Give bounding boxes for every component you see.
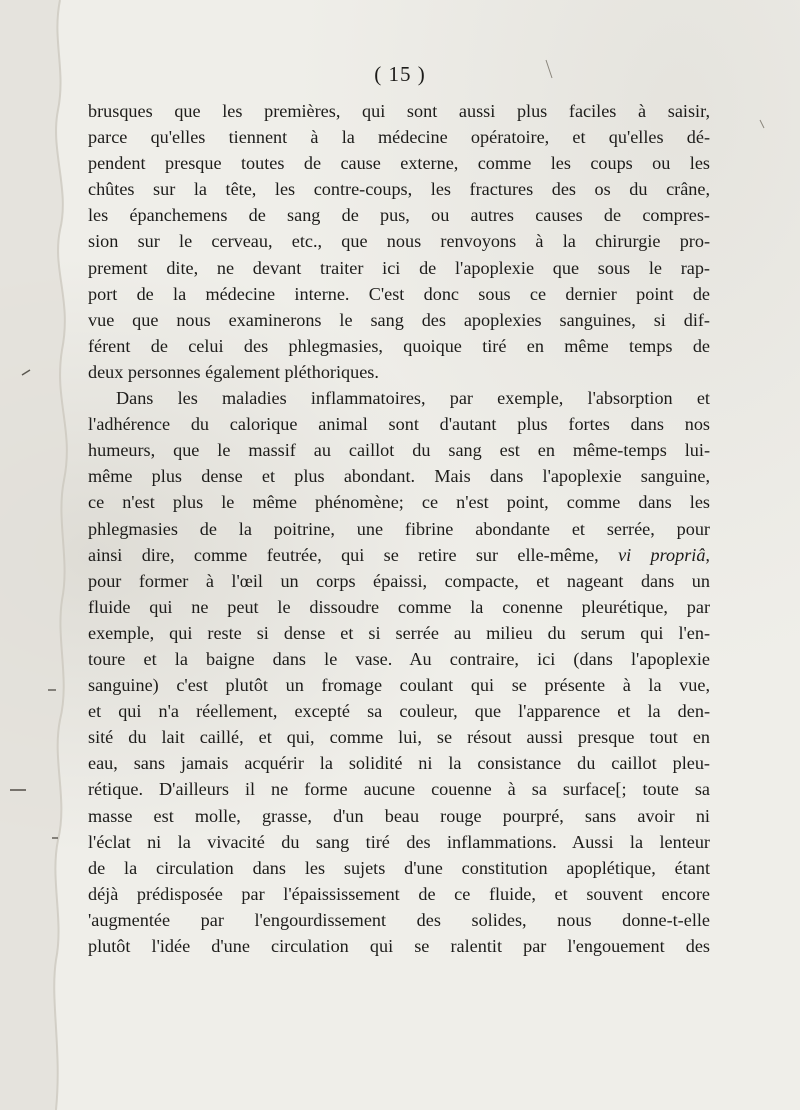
text-line: prement dite, ne devant traiter ici de l'apoplexie que sous le rap- (88, 257, 710, 278)
italic-phrase: vi propriâ, (618, 544, 710, 565)
text-line: même plus dense et plus abondant. Mais dans l'apoplexie sanguine, (88, 466, 710, 487)
text-line-with-italic (88, 542, 710, 568)
text-line: sité du lait caillé, et qui, comme lui, se résout aussi presque tout en (88, 727, 710, 748)
text-line: exemple, qui reste si dense et si serrée au milieu du serum qui l'en- (88, 622, 710, 643)
text-line: masse est molle, grasse, d'un beau rouge pourpré, sans avoir ni (88, 805, 710, 826)
text-line: plutôt l'idée d'une circulation qui se ralentit par l'engouement des (88, 936, 710, 956)
text-line: férent de celui des phlegmasies, quoique tiré en même temps de (88, 335, 710, 356)
text-line: rétique. D'ailleurs il ne forme aucune couenne à sa surface[; toute sa (88, 779, 710, 800)
text-line: 'augmentée par l'engourdissement des solides, nous donne-t-elle (88, 909, 710, 930)
line-text: ainsi dire, comme feutrée, qui se retire sur elle-même, (88, 544, 599, 565)
body-text (88, 98, 710, 959)
text-line: humeurs, que le massif au caillot du sang est en même-temps lui- (88, 440, 710, 461)
text-line: pendent presque toutes de cause externe, comme les coups ou les (88, 153, 710, 174)
text-line: déjà prédisposée par l'épaississement de ce fluide, et souvent encore (88, 883, 710, 904)
text-line: les épanchemens de sang de pus, ou autres causes de compres- (88, 205, 710, 226)
paragraph-1 (88, 98, 710, 385)
paragraph-2 (88, 385, 710, 959)
text-line: vue que nous examinerons le sang des apoplexies sanguines, si dif- (88, 309, 710, 330)
text-line: parce qu'elles tiennent à la médecine opératoire, et qu'elles dé- (88, 127, 710, 148)
text-line: fluide qui ne peut le dissoudre comme la conenne pleurétique, par (88, 596, 710, 617)
text-line: l'éclat ni la vivacité du sang tiré des inflammations. Aussi la lenteur (88, 831, 710, 852)
text-line: Dans les maladies inflammatoires, par exemple, l'absorption et (116, 388, 710, 409)
text-line: port de la médecine interne. C'est donc sous ce dernier point de (88, 283, 710, 304)
text-line: phlegmasies de la poitrine, une fibrine abondante et serrée, pour (88, 518, 710, 539)
text-line: sanguine) c'est plutôt un fromage coulant qui se présente à la vue, (88, 675, 710, 696)
text-line: pour former à l'œil un corps épaissi, compacte, et nageant dans un (88, 570, 710, 591)
text-line: ce n'est plus le même phénomène; ce n'est point, comme dans les (88, 492, 710, 513)
text-line: brusques que les premières, qui sont aussi plus faciles à saisir, (88, 101, 710, 121)
text-line: deux personnes également pléthoriques. (88, 361, 379, 382)
text-line: eau, sans jamais acquérir la solidité ni la consistance du caillot pleu- (88, 753, 710, 774)
text-line: chûtes sur la tête, les contre-coups, les fractures des os du crâne, (88, 179, 710, 200)
text-line: sion sur le cerveau, etc., que nous renvoyons à la chirurgie pro- (88, 231, 710, 252)
text-line: de la circulation dans les sujets d'une constitution apoplétique, étant (88, 857, 710, 878)
text-line: et qui n'a réellement, excepté sa couleur, que l'apparence et la den- (88, 701, 710, 722)
page-number: ( 15 ) (374, 62, 426, 86)
text-line: l'adhérence du calorique animal sont d'autant plus fortes dans nos (88, 414, 710, 435)
text-line: toure et la baigne dans le vase. Au contraire, ici (dans l'apoplexie (88, 648, 710, 669)
